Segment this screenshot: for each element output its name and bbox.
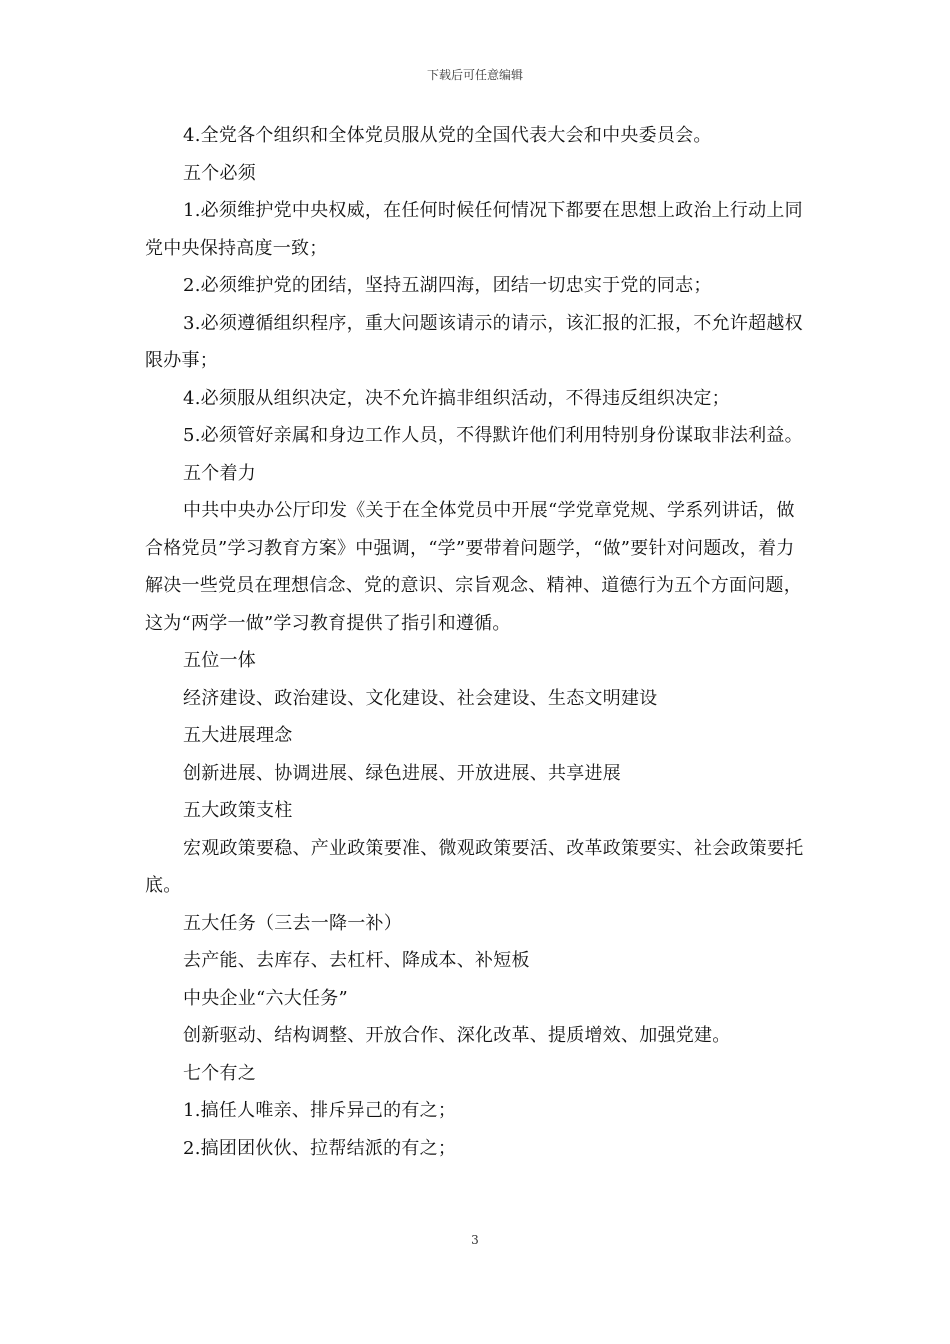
section-heading: 五个着力 (183, 462, 256, 484)
section-heading: 五大政策支柱 (183, 800, 293, 821)
paragraph: 去产能、去库存、去杠杆、降成本、补短板 (183, 950, 530, 971)
section-heading: 中央企业“六大任务” (183, 987, 348, 1009)
page-number: 3 (471, 1233, 479, 1247)
paragraph: 4.全党各个组织和全体党员服从党的全国代表大会和中央委员会。 (183, 125, 712, 146)
paragraph: 1.搞任人唯亲、排斥异己的有之； (183, 1100, 457, 1121)
section-heading: 五位一体 (183, 650, 256, 671)
paragraph: 中共中央办公厅印发《关于在全体党员中开展“学党章党规、学系列讲话，做合格党员”学习教育方案》中强调，“学”要带着问题学，“做”要针对问题改，着力解决一些党员在理想信念、党的意识、宗旨观念、精神、道德行为五个方面问题，这为“两学一做”学习教育提供了指引和遵循。 (145, 500, 802, 634)
paragraph: 3.必须遵循组织程序，重大问题该请示的请示，该汇报的汇报，不允许超越权限办事； (145, 312, 803, 371)
paragraph: 2.搞团团伙伙、拉帮结派的有之； (183, 1137, 457, 1159)
paragraph: 5.必须管好亲属和身边工作人员，不得默许他们利用特别身份谋取非法利益。 (183, 425, 803, 446)
paragraph: 创新进展、协调进展、绿色进展、开放进展、共享进展 (183, 762, 621, 784)
page-header: 下载后可任意编辑 (426, 68, 523, 82)
section-heading: 五大任务（三去一降一补） (183, 912, 402, 934)
paragraph: 4.必须服从组织决定，决不允许搞非组织活动，不得违反组织决定； (183, 387, 730, 409)
paragraph: 创新驱动、结构调整、开放合作、深化改革、提质增效、加强党建。 (183, 1025, 731, 1046)
paragraph: 宏观政策要稳、产业政策要准、微观政策要活、改革政策要实、社会政策要托底。 (145, 837, 804, 896)
paragraph: 2.必须维护党的团结，坚持五湖四海，团结一切忠实于党的同志； (183, 275, 712, 296)
paragraph: 1.必须维护党中央权威，在任何时候任何情况下都要在思想上政治上行动上同党中央保持高度一致； (145, 200, 803, 259)
paragraph: 经济建设、政治建设、文化建设、社会建设、生态文明建设 (183, 687, 658, 709)
section-heading: 七个有之 (183, 1062, 256, 1084)
section-heading: 五个必须 (183, 162, 256, 184)
section-heading: 五大进展理念 (183, 725, 293, 746)
document-body (145, 117, 810, 1167)
